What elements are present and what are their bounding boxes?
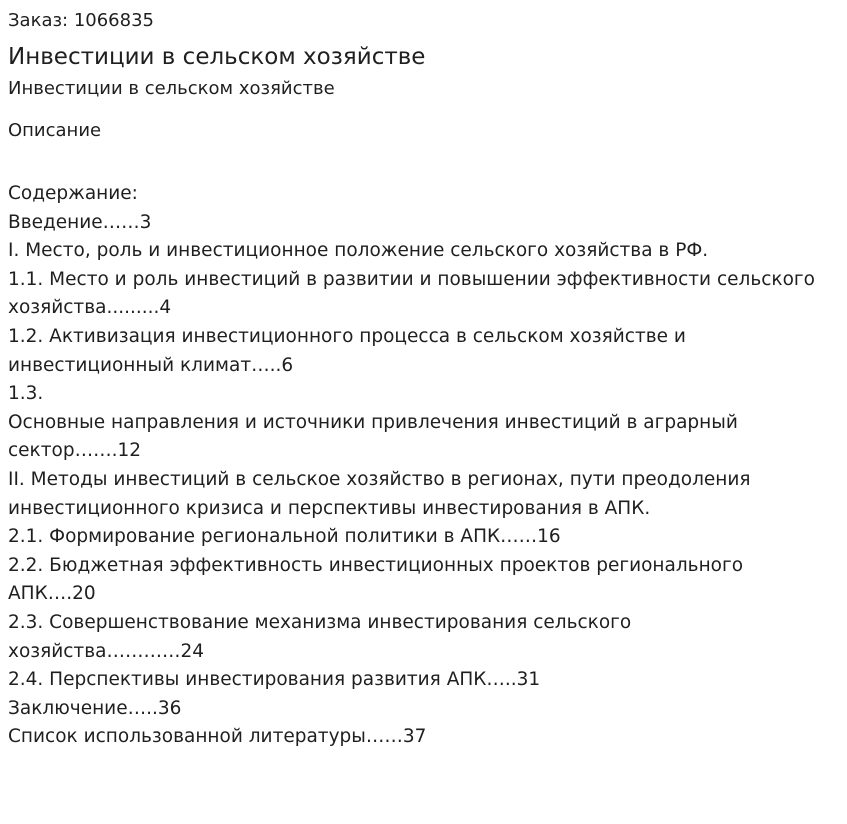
document-page <box>8 8 840 752</box>
toc-line: инвестиционный климат…..6 <box>8 354 294 376</box>
toc-line: АПК….20 <box>8 583 96 605</box>
toc-line: 2.4. Перспективы инвестирования развития АПК…..31 <box>8 669 541 691</box>
toc-line: Основные направления и источники привлечения инвестиций в аграрный <box>8 411 738 433</box>
toc-line: инвестиционного кризиса и перспективы инвестирования в АПК. <box>8 497 651 519</box>
page-subtitle: Инвестиции в сельском хозяйстве <box>8 78 335 99</box>
table-of-contents <box>8 180 840 752</box>
toc-line: 1.1. Место и роль инвестиций в развитии и повышении эффективности сельского <box>8 268 815 290</box>
toc-line: хозяйства…………24 <box>8 640 204 662</box>
toc-line: 2.3. Совершенствование механизма инвестирования сельского <box>8 611 632 633</box>
toc-line: Список использованной литературы……37 <box>8 726 427 748</box>
toc-line: Введение……3 <box>8 211 152 233</box>
toc-heading: Содержание: <box>8 183 138 204</box>
description-heading: Описание <box>8 120 102 141</box>
toc-line: хозяйства.........4 <box>8 297 172 319</box>
toc-line: I. Место, роль и инвестиционное положение сельского хозяйства в РФ. <box>8 240 709 262</box>
page-title: Инвестиции в сельском хозяйстве <box>8 44 426 70</box>
toc-line: сектор…….12 <box>8 440 141 462</box>
toc-line: II. Методы инвестиций в сельское хозяйство в регионах, пути преодоления <box>8 468 751 490</box>
toc-line: 2.2. Бюджетная эффективность инвестиционных проектов регионального <box>8 554 744 576</box>
toc-line: Заключение…..36 <box>8 697 182 719</box>
toc-line: 2.1. Формирование региональной политики в АПК……16 <box>8 526 561 548</box>
toc-line: 1.3. <box>8 383 44 405</box>
toc-line: 1.2. Активизация инвестиционного процесса в сельском хозяйстве и <box>8 325 686 347</box>
order-number: Заказ: 1066835 <box>8 10 154 31</box>
